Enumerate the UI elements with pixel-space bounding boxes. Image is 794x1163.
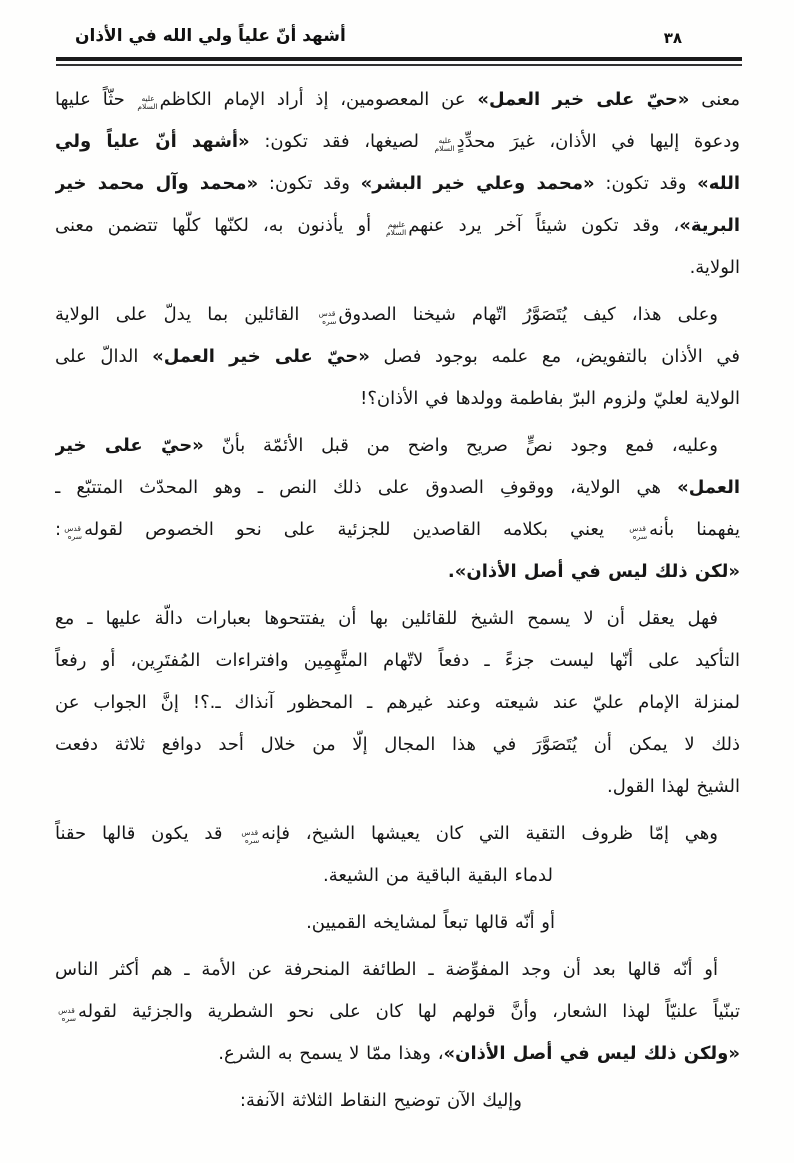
text-segment: البرية» <box>679 215 740 236</box>
text-line <box>55 949 740 991</box>
text-segment: الله» <box>697 173 740 194</box>
text-line <box>55 378 740 420</box>
text-line <box>55 294 740 336</box>
text-segment: الدالّ على <box>55 346 153 367</box>
text-segment: فهل يعقل أن لا يسمح الشيخ للقائلين بها أن يفتتحوها بعبارات دالّة عليها ـ مع <box>55 608 718 629</box>
text-line <box>55 79 740 121</box>
text-segment: يفهمنا بأنه <box>649 519 740 540</box>
page-number: ٣٨ <box>663 29 682 47</box>
text-segment: «حيّ على خير العمل» <box>152 346 370 367</box>
text-line <box>55 551 740 593</box>
text-segment: القائلين بما يدلّ على الولاية <box>55 304 316 325</box>
text-segment: التأكيد على أنّها ليست جزءً ـ دفعاً لاتّهام المتَّهِمِين وافتراءات المُفتَرِين، أو رفعاً <box>55 650 740 671</box>
text-segment: عن المعصومين، إذ أراد الإمام الكاظم <box>159 89 478 110</box>
text-segment: وعليه، فمع وجود نصٍّ صريح واضح من قبل الأئمّة بأنّ <box>203 435 719 456</box>
header-rule <box>56 57 742 66</box>
page-body <box>0 66 794 1122</box>
text-segment: ، وقد تكون شيئاً آخر يرد عنهم <box>408 215 680 236</box>
text-line <box>55 598 740 640</box>
text-line <box>55 509 740 551</box>
text-segment: معنى <box>689 89 740 110</box>
text-segment: حثّاً عليها <box>55 89 137 110</box>
text-segment: في الأذان بالتفويض، مع علمه بوجود فصل <box>369 346 740 367</box>
text-segment: ، وهذا ممّا لا يسمح به الشرع. <box>218 1043 444 1064</box>
text-line <box>55 640 740 682</box>
honorific-mark: قدس سره <box>58 1006 76 1023</box>
honorific-mark: قدس سره <box>241 828 260 845</box>
text-line <box>55 813 740 855</box>
text-segment: الولاية لعليّ ولزوم البرّ بفاطمة وولدها في الأذان؟! <box>360 388 740 409</box>
text-line <box>55 121 740 163</box>
honorific-mark: قدس سره <box>318 309 337 326</box>
text-segment: الشيخ لهذا القول. <box>607 776 740 797</box>
text-line <box>55 1033 740 1075</box>
text-line <box>55 163 740 205</box>
text-segment: العمل» <box>677 477 740 498</box>
honorific-mark: قدس سره <box>629 524 648 541</box>
text-segment: أو أنّه قالها بعد أن وجد المفوِّضة ـ الطائفة المنحرفة عن الأمة ـ هم أكثر الناس <box>55 959 718 980</box>
text-segment: «حيّ على خير العمل» <box>477 89 690 110</box>
text-segment: «أشهد أنّ علياً ولي <box>55 131 250 152</box>
text-segment: أو أنّه قالها تبعاً لمشايخه القميين. <box>306 912 555 933</box>
text-segment: قد يكون قالها حقناً <box>55 823 239 844</box>
text-segment: هي الولاية، ووقوفِ الصدوق على ذلك النص ـ وهو المحدّث المتتبّع ـ <box>55 477 678 498</box>
header-title: أشهد أنّ علياً ولي الله في الأذان <box>75 26 346 46</box>
text-segment: لدماء البقية الباقية من الشيعة. <box>323 865 553 886</box>
text-line <box>55 205 740 247</box>
text-line <box>55 724 740 766</box>
text-segment: وعلى هذا، كيف يُتَصَوَّرُ اتّهام شيخنا الصدوق <box>338 304 718 325</box>
text-line <box>55 425 740 467</box>
text-line <box>55 855 740 897</box>
text-segment: «محمد وعلي خير البشر» <box>360 173 595 194</box>
honorific-mark: عليه السلام <box>137 94 158 111</box>
text-line <box>55 682 740 724</box>
text-segment: «ولكن ذلك ليس في أصل الأذان» <box>443 1043 740 1064</box>
text-line <box>55 467 740 509</box>
text-segment: يعني بكلامه القاصدين للجزئية على نحو الخصوص لقوله <box>84 519 627 540</box>
text-line <box>55 766 740 808</box>
honorific-mark: قدس سره <box>64 524 83 541</box>
text-segment: : <box>55 519 62 540</box>
text-line <box>55 336 740 378</box>
text-segment: لمنزلة الإمام عليّ عند شيعته وعند غيرهم ـ المحظور آنذاك ـ.؟! إنَّ الجواب عن <box>55 692 740 713</box>
text-segment: ودعوة إليها في الأذان، غيرَ محدِّدٍ <box>456 131 740 152</box>
honorific-mark: عليهم السلام <box>386 220 407 237</box>
page-header <box>0 0 794 57</box>
text-segment: تبنّياً علنيّاً لهذا الشعار، وأنَّ قولهم لها كان على نحو الشطرية والجزئية لقوله <box>78 1001 740 1022</box>
text-segment: «حيّ على خير <box>55 435 204 456</box>
text-line <box>55 1080 740 1122</box>
text-line <box>55 247 740 289</box>
text-segment: أو يأذنون به، لكنّها كلّها تتضمن معنى <box>55 215 386 236</box>
text-segment: وهي إمّا ظروف التقية التي كان يعيشها الشيخ، فإنه <box>261 823 718 844</box>
text-segment: ذلك لا يمكن أن يُتَصَوَّرَ في هذا المجال إلّا من خلال أحد دوافع ثلاثة دفعت <box>55 734 740 755</box>
text-segment: وقد تكون: <box>258 173 361 194</box>
text-segment: وقد تكون: <box>594 173 698 194</box>
text-segment: وإليك الآن توضيح النقاط الثلاثة الآنفة: <box>239 1090 522 1111</box>
text-segment: «محمد وآل محمد خير <box>55 173 259 194</box>
text-segment: الولاية. <box>689 257 740 278</box>
text-line <box>55 902 740 944</box>
text-segment: «لكن ذلك ليس في أصل الأذان». <box>447 561 740 582</box>
text-segment: لصيغها، فقد تكون: <box>249 131 434 152</box>
honorific-mark: عليه السلام <box>434 136 455 153</box>
text-line <box>55 991 740 1033</box>
